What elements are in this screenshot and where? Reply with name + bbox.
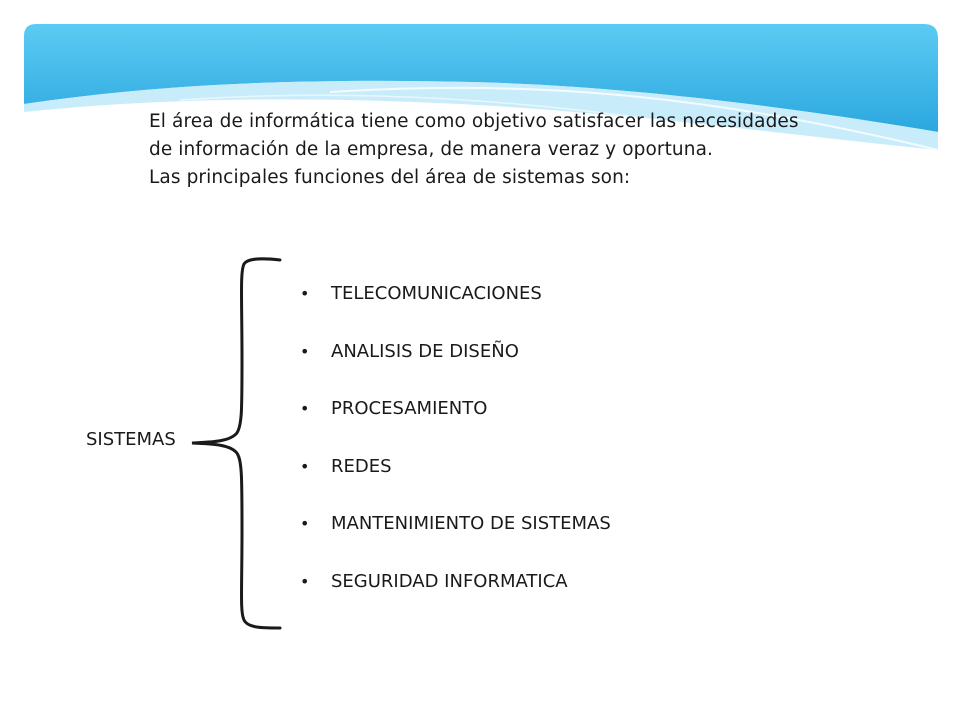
- list-item: [300, 498, 611, 556]
- bullet-icon: •: [300, 514, 310, 533]
- list-item-label: SEGURIDAD INFORMATICA: [331, 570, 568, 592]
- list-item-label: PROCESAMIENTO: [331, 398, 488, 419]
- intro-text: [149, 108, 849, 192]
- bullet-icon: •: [300, 571, 310, 591]
- intro-line-1: El área de informática tiene como objetivo satisfacer las necesidades: [149, 111, 799, 132]
- bullet-icon: •: [300, 284, 310, 303]
- list-item: [300, 268, 611, 326]
- list-item-label: TELECOMUNICACIONES: [331, 283, 542, 304]
- bullet-icon: •: [300, 456, 310, 476]
- intro-line-2: de información de la empresa, de manera veraz y oportuna.: [149, 139, 713, 160]
- list-item: [300, 326, 611, 384]
- list-item: [300, 441, 611, 499]
- list-item-label: MANTENIMIENTO DE SISTEMAS: [331, 513, 611, 534]
- function-list: [300, 268, 611, 613]
- list-item-label: ANALISIS DE DISEÑO: [331, 340, 519, 362]
- list-item: [300, 383, 611, 441]
- list-item-label: REDES: [331, 455, 392, 477]
- list-item: [300, 556, 611, 614]
- sistemas-label: SISTEMAS: [86, 429, 176, 450]
- bullet-icon: •: [300, 341, 310, 361]
- bullet-icon: •: [300, 399, 310, 418]
- intro-line-3: Las principales funciones del área de sistemas son:: [149, 167, 631, 188]
